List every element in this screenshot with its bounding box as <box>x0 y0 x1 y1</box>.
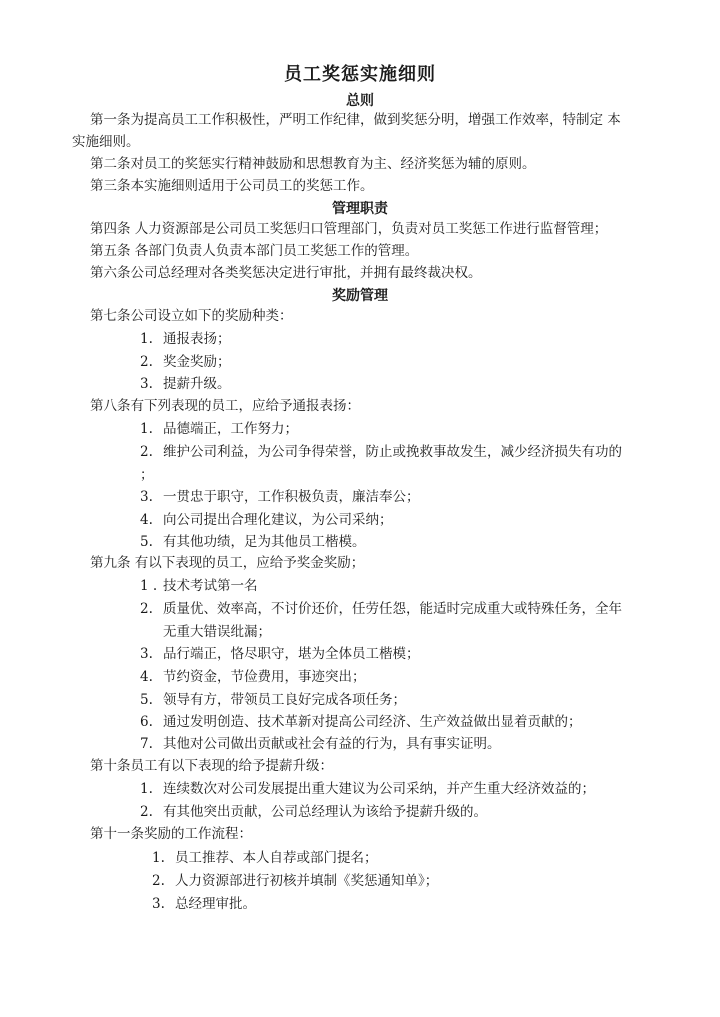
list-item: 人力资源部进行初核并填制《奖惩通知单》； <box>175 873 439 889</box>
list-item-number: 7. <box>140 736 153 752</box>
list-item-number: 2. <box>140 444 153 460</box>
list-item: 其他对公司做出贡献或社会有益的行为，具有事实证明。 <box>163 736 501 752</box>
article-3: 第三条本实施细则适用于公司员工的奖惩工作。 <box>90 178 374 194</box>
list-item-continuation: ； <box>140 467 154 483</box>
article-8: 第八条有下列表现的员工，应给予通报表扬： <box>90 398 360 414</box>
list-item: 奖金奖励； <box>163 354 231 370</box>
section-heading-management: 管理职责 <box>332 201 388 217</box>
list-item-number: 2. <box>140 601 153 617</box>
document-title: 员工奖惩实施细则 <box>284 64 436 85</box>
list-item: 领导有方，带领员工良好完成各项任务； <box>163 692 406 708</box>
list-item-number: 4. <box>140 512 153 528</box>
article-2: 第二条对员工的奖惩实行精神鼓励和思想教育为主、经济奖惩为辅的原则。 <box>90 156 536 172</box>
list-item: 连续数次对公司发展提出重大建议为公司采纳，并产生重大经济效益的； <box>163 781 595 797</box>
article-5: 第五条 各部门负责人负责本部门员工奖惩工作的管理。 <box>90 243 419 259</box>
list-item-number: 1. <box>140 331 153 347</box>
list-item: 品行端正，恪尽职守，堪为全体员工楷模； <box>163 646 420 662</box>
list-item-number: 1. <box>140 781 153 797</box>
list-item-number: 2. <box>152 873 165 889</box>
list-item: 质量优、效率高，不讨价还价，任劳任怨，能适时完成重大或特殊任务，全年 <box>163 601 622 617</box>
section-heading-general: 总则 <box>346 93 374 109</box>
article-6: 第六条公司总经理对各类奖惩决定进行审批，并拥有最终裁决权。 <box>90 265 482 281</box>
list-item: 向公司提出合理化建议，为公司采纳； <box>163 512 393 528</box>
list-item-number: 1. <box>140 421 153 437</box>
article-4: 第四条 人力资源部是公司员工奖惩归口管理部门，负责对员工奖惩工作进行监督管理； <box>90 221 608 237</box>
list-item-number: 5. <box>140 692 153 708</box>
list-item: 有其他突出贡献，公司总经理认为该给予提薪升级的。 <box>163 804 487 820</box>
list-item: 品德端正，工作努力； <box>163 421 298 437</box>
list-item-number: 1. <box>152 850 165 866</box>
list-item: 有其他功绩，足为其他员工楷模。 <box>163 534 366 550</box>
list-item: 通报表扬； <box>163 331 231 347</box>
list-item-number: 3. <box>140 376 153 392</box>
article-7: 第七条公司设立如下的奖励种类： <box>90 308 293 324</box>
list-item-number: 3. <box>140 646 153 662</box>
list-item: 总经理审批。 <box>175 896 256 912</box>
list-item-number: 3. <box>152 896 165 912</box>
list-item-number: 4. <box>140 669 153 685</box>
list-item-number: 5. <box>140 534 153 550</box>
list-item-number: 3. <box>140 489 153 505</box>
list-item: 维护公司利益，为公司争得荣誉，防止或挽救事故发生，减少经济损失有功的 <box>163 444 622 460</box>
article-10: 第十条员工有以下表现的给予提薪升级： <box>90 758 333 774</box>
list-item: 提薪升级。 <box>163 376 231 392</box>
list-item-number: 1 . <box>140 578 158 594</box>
list-item-number: 6. <box>140 714 153 730</box>
list-item-number: 2. <box>140 354 153 370</box>
list-item: 节约资金，节俭费用，事迹突出； <box>163 669 366 685</box>
article-1-line-1: 第一条为提高员工工作积极性，严明工作纪律，做到奖惩分明，增强工作效率，特制定 本 <box>90 112 621 128</box>
article-11: 第十一条奖励的工作流程： <box>90 826 252 842</box>
list-item: 通过发明创造、技术革新对提高公司经济、生产效益做出显着贡献的； <box>163 714 582 730</box>
list-item: 员工推荐、本人自荐或部门提名； <box>175 850 378 866</box>
article-1-line-2: 实施细则。 <box>72 134 140 150</box>
list-item-continuation: 无重大错误纰漏； <box>163 624 271 640</box>
list-item: 一贯忠于职守，工作积极负责，廉洁奉公； <box>163 489 420 505</box>
article-9: 第九条 有以下表现的员工，应给予奖金奖励； <box>90 555 365 571</box>
section-heading-rewards: 奖励管理 <box>332 288 388 304</box>
list-item-number: 2. <box>140 804 153 820</box>
list-item: 技术考试第一名 <box>163 578 258 594</box>
